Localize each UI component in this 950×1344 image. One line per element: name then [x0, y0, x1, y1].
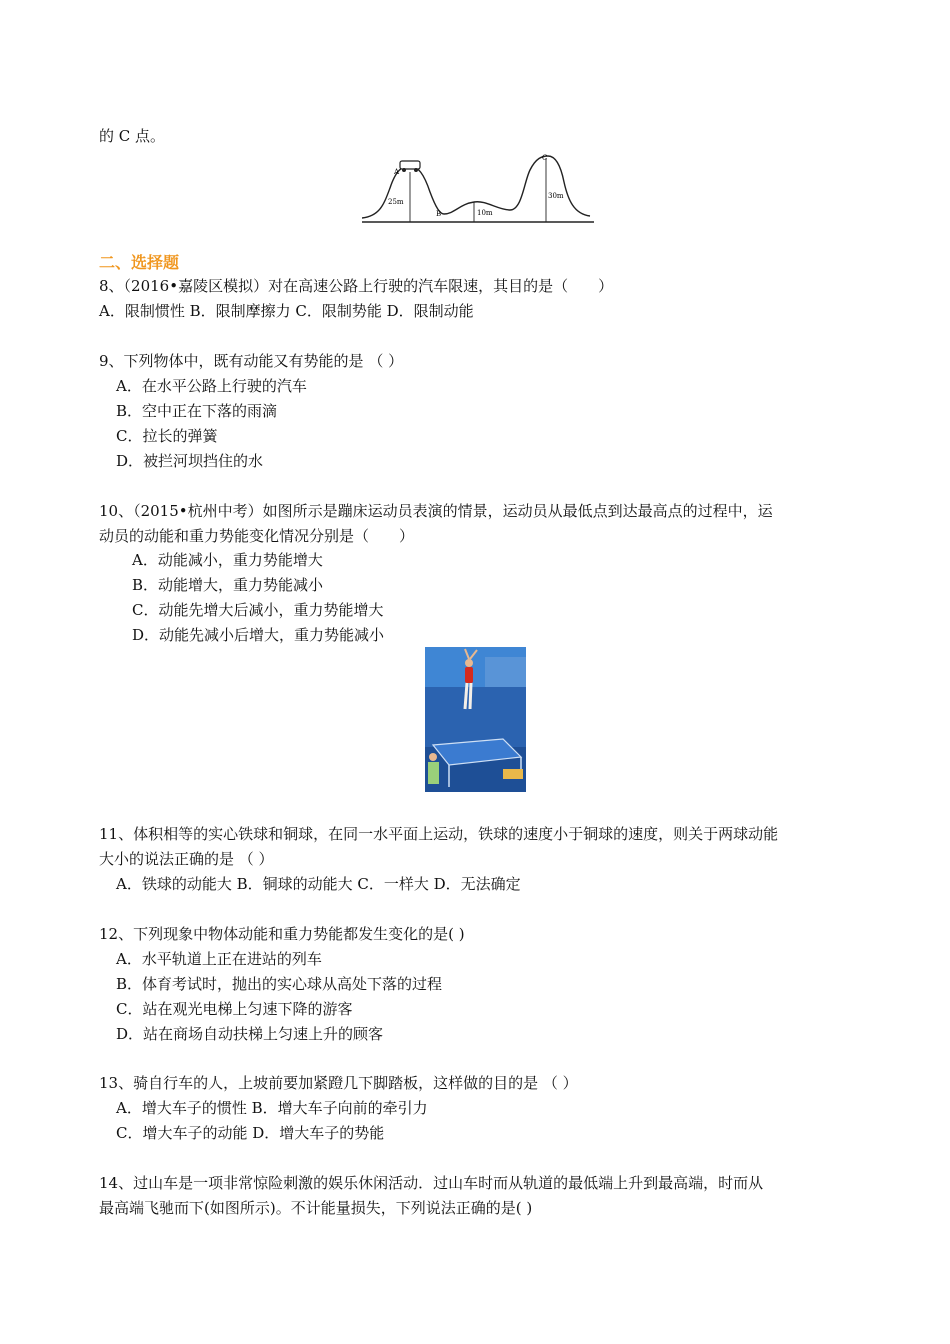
q10-option-c: C．动能先增大后减小，重力势能增大: [132, 601, 384, 619]
athlete-leg: [465, 683, 467, 709]
question-10-line2: 动员的动能和重力势能变化情况分别是（ ）: [99, 527, 415, 545]
q9-option-b: B．空中正在下落的雨滴: [116, 402, 278, 420]
athlete-head: [465, 659, 473, 667]
athlete-leg: [470, 683, 471, 709]
label-a: A: [394, 168, 400, 176]
photo-screen: [485, 657, 526, 687]
question-9: 9、下列物体中，既有动能又有势能的是 （ ）: [99, 352, 404, 370]
track-curve: [362, 156, 590, 218]
question-14-line2: 最高端飞驰而下(如图所示)。不计能量损失，下列说法正确的是( ): [99, 1199, 533, 1217]
question-8-options: A．限制惯性 B．限制摩擦力 C．限制势能 D．限制动能: [99, 302, 474, 320]
q9-option-d: D．被拦河坝挡住的水: [116, 452, 264, 470]
question-8: 8、（2016•嘉陵区模拟）对在高速公路上行驶的汽车限速，其目的是（ ）: [99, 277, 614, 295]
coach-body: [428, 762, 439, 784]
q13-options-row2: C．增大车子的动能 D．增大车子的势能: [116, 1124, 385, 1142]
question-10-line1: 10、（2015•杭州中考）如图所示是蹦床运动员表演的情景，运动员从最低点到达最高点的过程中，运: [99, 502, 773, 520]
label-25m: 25m: [388, 198, 404, 206]
question-13: 13、骑自行车的人，上坡前要加紧蹬几下脚踏板，这样做的目的是 （ ）: [99, 1074, 578, 1092]
label-30m: 30m: [548, 192, 564, 200]
label-10m: 10m: [477, 209, 493, 217]
q10-option-b: B．动能增大，重力势能减小: [132, 576, 324, 594]
question-14-line1: 14、过山车是一项非常惊险刺激的娱乐休闲活动．过山车时而从轨道的最低端上升到最高端，时而从: [99, 1174, 764, 1192]
q9-option-a: A．在水平公路上行驶的汽车: [116, 377, 307, 395]
q10-option-a: A．动能减小，重力势能增大: [132, 551, 323, 569]
coaster-hills-figure: [362, 152, 594, 226]
athlete-suit: [465, 667, 473, 683]
car-wheel: [414, 168, 418, 172]
label-b: B: [436, 210, 442, 218]
section-title: 二、选择题: [99, 253, 180, 272]
label-c: C: [542, 154, 548, 162]
q10-option-d: D．动能先减小后增大，重力势能减小: [132, 626, 385, 644]
question-12: 12、下列现象中物体动能和重力势能都发生变化的是( ): [99, 925, 465, 943]
q12-option-a: A．水平轨道上正在进站的列车: [116, 950, 322, 968]
q12-option-d: D．站在商场自动扶梯上匀速上升的顾客: [116, 1025, 384, 1043]
question-11-line1: 11、体积相等的实心铁球和铜球，在同一水平面上运动，铁球的速度小于铜球的速度，则关于两球动能: [99, 825, 779, 843]
coach-head: [429, 753, 437, 761]
question-11-options: A．铁球的动能大 B．铜球的动能大 C．一样大 D．无法确定: [116, 875, 521, 893]
q12-option-c: C．站在观光电梯上匀速下降的游客: [116, 1000, 353, 1018]
coaster-car: [400, 161, 420, 169]
question-11-line2: 大小的说法正确的是 （ ）: [99, 850, 274, 868]
trampoline-photo: [425, 647, 526, 792]
intro-line: 的 C 点。: [99, 127, 166, 145]
q9-option-c: C．拉长的弹簧: [116, 427, 218, 445]
q12-option-b: B．体育考试时，抛出的实心球从高处下落的过程: [116, 975, 443, 993]
photo-sign: [503, 769, 523, 779]
car-wheel: [402, 168, 406, 172]
q13-options-row1: A．增大车子的惯性 B．增大车子向前的牵引力: [116, 1099, 428, 1117]
